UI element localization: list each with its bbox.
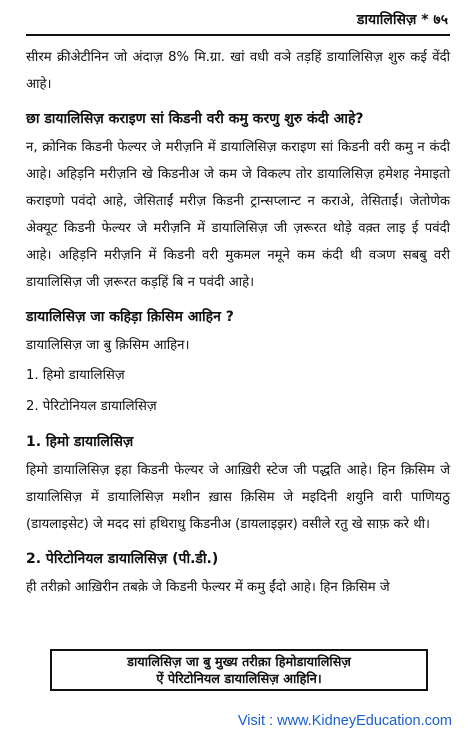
list-item-hemodialysis: 1. हिमो डायालिसिज़: [26, 368, 125, 383]
summary-callout-box: [50, 649, 428, 691]
paragraph-two-types: डायालिसिज़ जा बु क़िसिम आहिन।: [26, 338, 190, 353]
heading-does-kidney-recover: छा डायालिसिज़ कराइण सां किडनी वरी कमु करणु शुरु कंदी आहे?: [26, 111, 364, 127]
paragraph-creatinine: सीरम क्रीअेटीनिन जो अंदाज़ 8% मि.ग्रा. खां वधी वञे तड़हिं डायालिसिज़ शुरु कई वेंदी आहे।: [26, 50, 450, 92]
paragraph-chronic-vs-acute: न, क्रोनिक किडनी फेल्यर जे मरीज़नि में डायालिसिज़ कराइण सां किडनी वरी कमु न कंदी आहे। अहिड़नि मरीज़नि खे किडनीअ जे कम जे विकल्प तोर डायालिसिज़ हमेशह नेमाइतो कराइणो पवंदो आहे, जेसिताईं मरीज़ किडनी ट्रान्सप्लान्ट न कराअे, तेसिताईं। जेतोणेक अेक्यूट किडनी फेल्यर जे मरीज़नि में डायालिसिज़ जी ज़रूरत थोड़े वक़्त लाइ ई पवंदी आहे। अहिड़नि मरीज़नि में किडनी वरी मुकमल नमूने कम कंदी थी वञण सबबु वरी डायालिसिज़ जी ज़रूरत कड़हिं बि न पवंदी आहे।: [26, 140, 450, 290]
header-divider: [26, 34, 450, 36]
heading-peritoneal-dialysis: 2. पेरिटोनियल डायालिसिज़ (पी.डी.): [26, 551, 219, 567]
footer-website-link[interactable]: Visit : www.KidneyEducation.com: [237, 713, 452, 729]
callout-line-1: डायालिसिज़ जा बु मुख्य तरीक़ा हिमोडायालिसिज़: [127, 655, 351, 670]
running-header: डायालिसिज़ * ७५: [356, 12, 448, 28]
page-body: [26, 44, 450, 601]
paragraph-peritoneal: ही तरीक़ो आख़िरीन तबक़े जे किडनी फेल्यर में कमु ईंदो आहे। हिन क़िसिम जे: [26, 580, 390, 595]
list-item-peritoneal: 2. पेरिटोनियल डायालिसिज़: [26, 399, 157, 414]
heading-types-of-dialysis: डायालिसिज़ जा कहिड़ा क़िसिम आहिन ?: [26, 309, 234, 325]
paragraph-hemodialysis: हिमो डायालिसिज़ इहा किडनी फेल्यर जे आख़िरी स्टेज जी पद्धति आहे। हिन क़िसिम जे डायालिसिज़ में डायालिसिज़ मशीन ख़ास क़िसिम जे मइदिनी शयुनि वारी पाणियठु (डायलाइसेट) जे मदद सां हथिराधु किडनीअ (डायलाइझर) वसीले रतु खे साफ़ करे थी।: [26, 463, 450, 532]
callout-line-2: ऐं पेरिटोनियल डायालिसिज़ आहिनि।: [156, 672, 322, 687]
heading-hemodialysis: 1. हिमो डायालिसिज़: [26, 434, 134, 450]
